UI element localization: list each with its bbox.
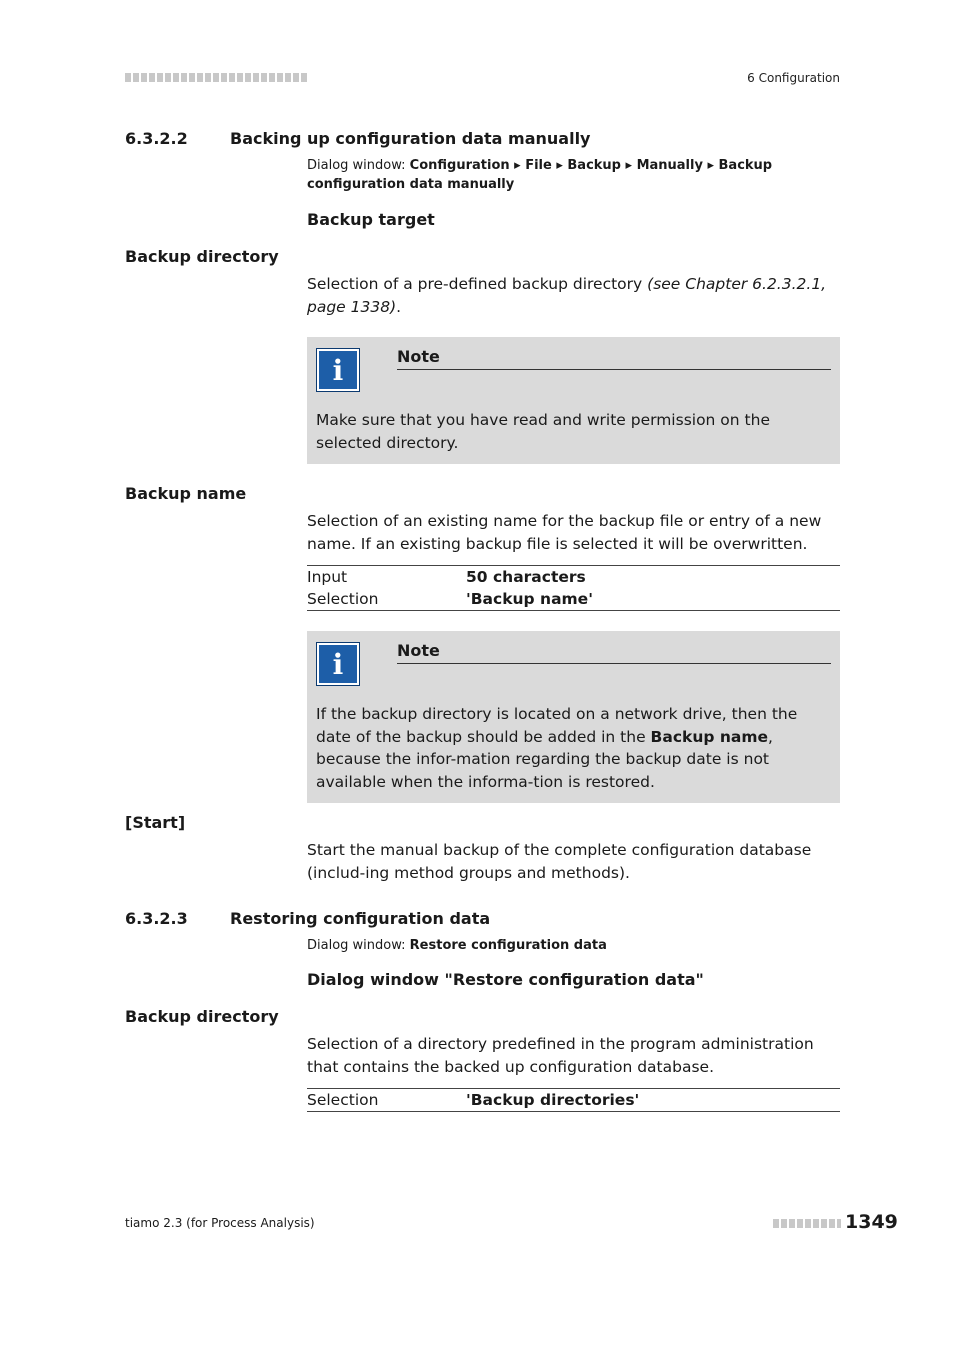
param-backup-name: Backup name [125, 484, 247, 503]
footer-decoration [773, 1219, 841, 1228]
note-title: Note [397, 347, 831, 370]
section-number: 6.3.2.2 [125, 129, 188, 148]
page-number: 1349 [845, 1211, 898, 1233]
subheading-restore-dialog: Dialog window "Restore configuration data" [307, 970, 704, 989]
start-description: Start the manual backup of the complete configuration database (includ-ing method groups and methods). [307, 841, 812, 882]
restore-directory-description: Selection of a directory predefined in the program administration that contains the backed up configuration database. [307, 1035, 814, 1076]
note-box [307, 631, 840, 803]
value-table [307, 565, 840, 611]
param-start: [Start] [125, 813, 186, 832]
section-number: 6.3.2.3 [125, 909, 188, 928]
subheading-backup-target: Backup target [307, 210, 435, 229]
chapter-reference-link[interactable]: (see Chapter 6.2.3.2.1, page 1338) [307, 275, 827, 316]
dialog-path: Dialog window: Restore configuration data [307, 938, 607, 953]
value-row: Selection 'Backup name' [307, 590, 593, 608]
param-backup-directory: Backup directory [125, 247, 279, 266]
note-title: Note [397, 641, 831, 664]
dialog-path: Dialog window: Configuration ▸ File ▸ Backup ▸ Manually ▸ Backup configuration data manually [307, 158, 773, 192]
header-chapter: 6 Configuration [747, 71, 840, 85]
param-backup-directory: Backup directory [125, 1007, 279, 1026]
value-row: Selection 'Backup directories' [307, 1091, 640, 1109]
backup-name-description: Selection of an existing name for the backup file or entry of a new name. If an existing backup file is selected it will be overwritten. [307, 512, 822, 553]
section-title: Restoring configuration data [230, 909, 491, 928]
note-box [307, 337, 840, 464]
header-decoration [125, 73, 307, 82]
note-text: If the backup directory is located on a network drive, then the date of the backup should be added in the Backup name, because the infor-mation regarding the backup date is not available when the informa-tion is restored. [316, 705, 798, 791]
section-title: Backing up configuration data manually [230, 129, 591, 148]
footer-product: tiamo 2.3 (for Process Analysis) [125, 1216, 315, 1230]
value-table [307, 1088, 840, 1112]
info-icon: i [316, 348, 360, 392]
note-text: Make sure that you have read and write permission on the selected directory. [316, 411, 770, 452]
value-row: Input 50 characters [307, 568, 586, 586]
info-icon: i [316, 642, 360, 686]
backup-directory-description: Selection of a pre-defined backup directory (see Chapter 6.2.3.2.1, page 1338). [307, 275, 827, 316]
